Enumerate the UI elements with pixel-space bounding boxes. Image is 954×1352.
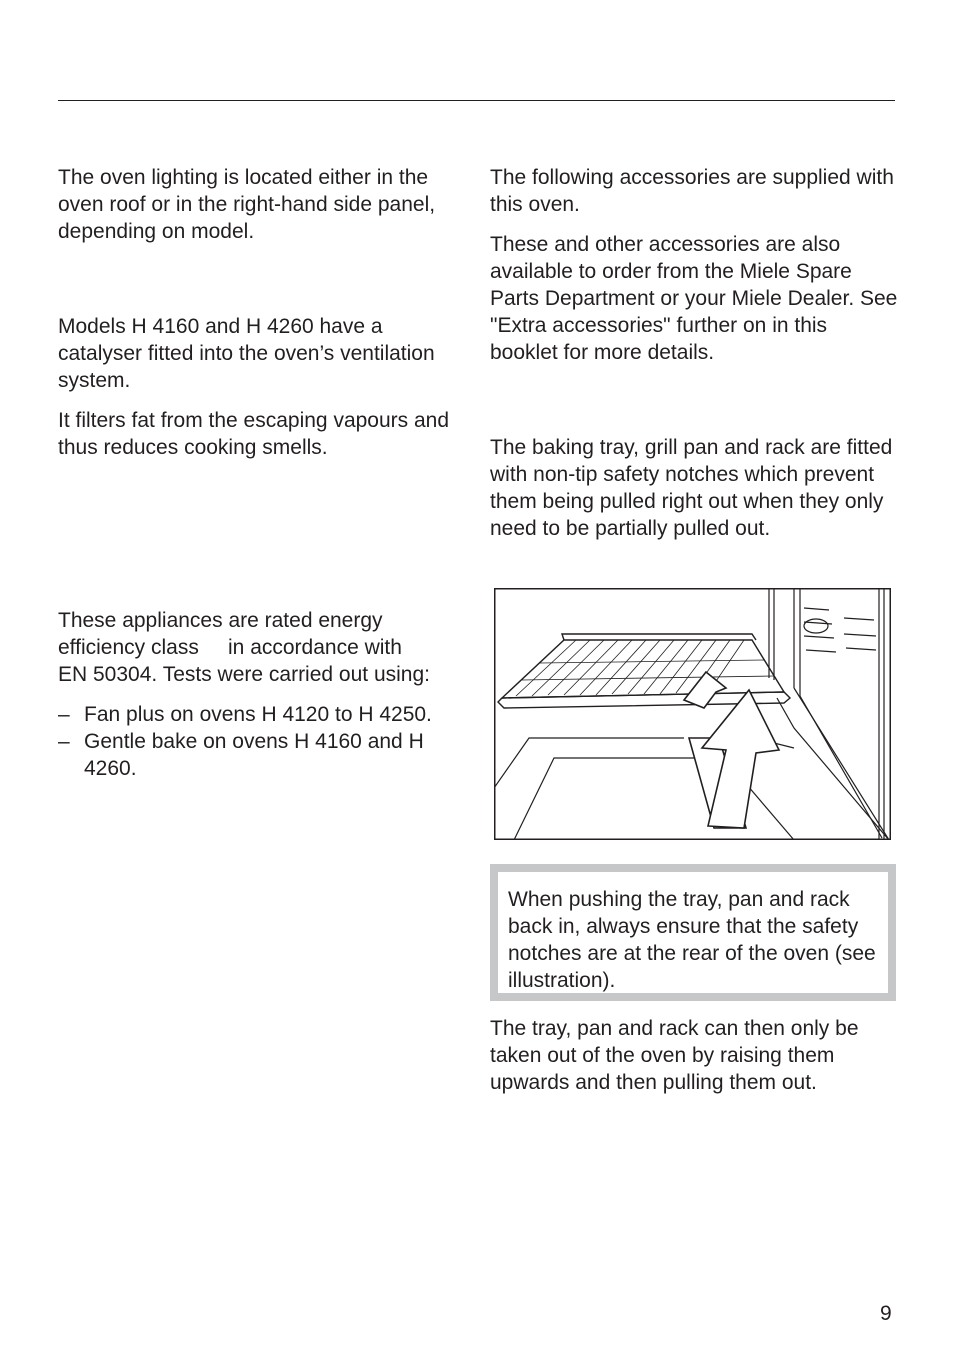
list-item <box>58 728 434 782</box>
right-column-notches <box>490 434 900 542</box>
list-item-text: Gentle bake on ovens H 4160 and H 4260. <box>84 730 424 780</box>
header-rule <box>58 100 895 101</box>
page-number: 9 <box>880 1302 892 1325</box>
note-text: When pushing the tray, pan and rack back in, always ensure that the safety notches are at the rear of the oven (see illustration). <box>498 872 888 993</box>
list-dash: – <box>58 703 70 726</box>
left-column-energy <box>58 607 470 782</box>
after-note-paragraph: The tray, pan and rack can then only be taken out of the oven by raising them upwards and then pulling them out. <box>490 1017 859 1094</box>
test-mode-list <box>58 701 470 782</box>
list-dash: – <box>58 730 70 753</box>
left-column-catalyser <box>58 313 470 461</box>
notches-paragraph: The baking tray, grill pan and rack are fitted with non-tip safety notches which prevent them being pulled right out when they only need to be partially pulled out. <box>490 436 893 540</box>
energy-line-2: efficiency class in accordance with <box>58 636 402 659</box>
right-column-after-note <box>490 1015 900 1096</box>
energy-line-1: These appliances are rated energy <box>58 609 383 632</box>
oven-shelf-illustration <box>494 588 891 840</box>
catalyser-paragraph-1: Models H 4160 and H 4260 have a catalyser fitted into the oven’s ventilation system. <box>58 315 435 392</box>
lighting-paragraph: The oven lighting is located either in the oven roof or in the right-hand side panel, depending on model. <box>58 166 436 243</box>
left-column <box>58 164 470 245</box>
catalyser-paragraph-2: It filters fat from the escaping vapours and thus reduces cooking smells. <box>58 409 450 459</box>
accessories-paragraph-1: The following accessories are supplied with this oven. <box>490 166 894 216</box>
energy-paragraph <box>58 607 470 688</box>
list-item <box>58 701 470 728</box>
energy-line-3: EN 50304. Tests were carried out using: <box>58 663 430 686</box>
accessories-paragraph-2: These and other accessories are also available to order from the Miele Spare Parts Department or your Miele Dealer. See "Extra accessories" further on in this booklet for more details. <box>490 233 898 364</box>
list-item-text: Fan plus on ovens H 4120 to H 4250. <box>84 703 432 726</box>
right-column-accessories <box>490 164 900 366</box>
note-box <box>490 864 896 1001</box>
